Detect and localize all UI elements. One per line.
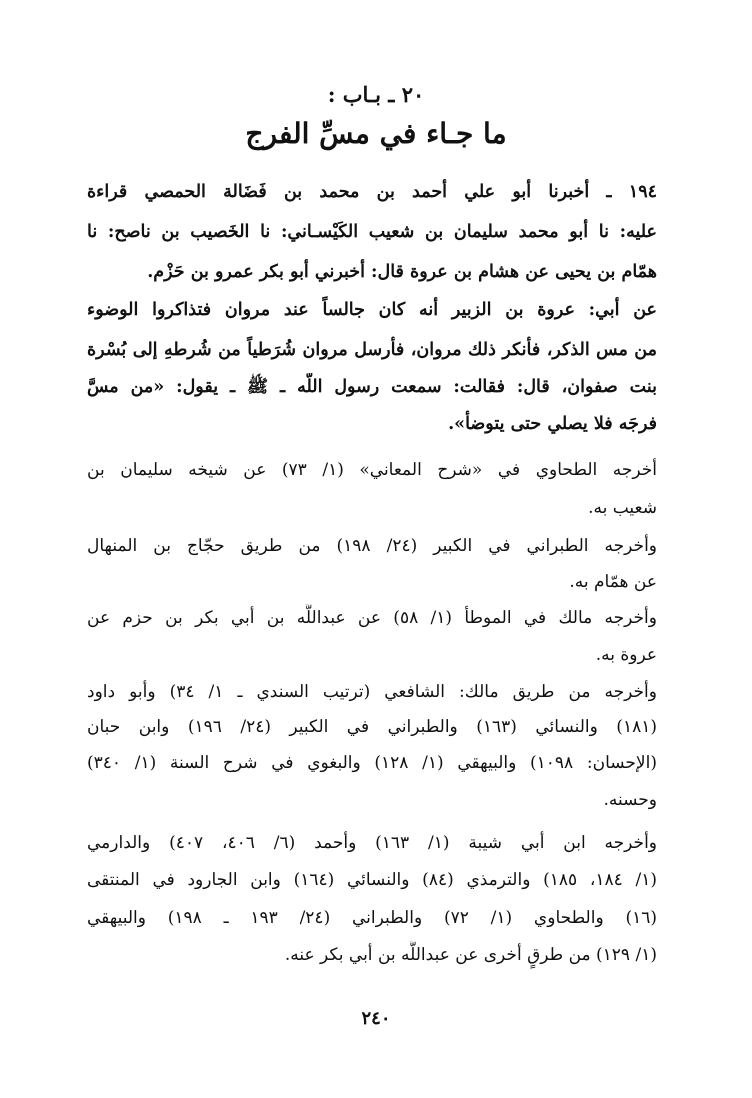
hadith-line: عليه: نا أبو محمد سليمان بن شعيب الكَيْسـاني: نا الخَصيب بن ناصح: نا	[87, 222, 657, 242]
hadith-line: ١٩٤ ـ أخبرنا أبو علي أحمد بن محمد بن فَضَالة الحمصي قراءة	[87, 182, 657, 202]
takhrij-line: وأخرجه الطبراني في الكبير (٢٤/ ١٩٨) من طريق حجّاج بن المنهال	[87, 536, 657, 556]
takhrij-line: عروة به.	[595, 645, 657, 665]
takhrij-line: (١٦) والطحاوي (١/ ٧٢) والطبراني (٢٤/ ١٩٣ ـ ١٩٨) والبيهقي	[87, 908, 657, 928]
hadith-line: همّام بن يحيى عن هشام بن عروة قال: أخبرني أبو بكر عمرو بن حَزْم.	[147, 262, 657, 282]
takhrij-line: (١٨١) والنسائي (١٦٣) والطبراني في الكبير (٢٤/ ١٩٦) وابن حبان	[87, 717, 657, 737]
takhrij-line: وأخرجه ابن أبي شيبة (١/ ١٦٣) وأحمد (٦/ ٤٠٦، ٤٠٧) والدارمي	[87, 833, 657, 853]
chapter-number: ٢٠ ـ بـاب :	[327, 82, 425, 107]
takhrij-line: عن همّام به.	[569, 572, 657, 592]
takhrij-line: أخرجه الطحاوي في «شرح المعاني» (١/ ٧٣) عن شيخه سليمان بن	[87, 460, 657, 480]
hadith-line: عن أبي: عروة بن الزبير أنه كان جالساً عند مروان فتذاكروا الوضوء	[87, 300, 657, 320]
takhrij-line: وحسنه.	[603, 790, 657, 810]
hadith-line: بنت صفوان، قال: فقالت: سمعت رسول اللَّه ـ ﷺ ـ يقول: «من مسَّ	[87, 377, 657, 397]
takhrij-line: وأخرجه من طريق مالك: الشافعي (ترتيب السندي ـ ١/ ٣٤) وأبو داود	[87, 682, 657, 702]
takhrij-line: (١/ ١٢٩) من طرقٍ أخرى عن عبداللَّه بن أبي بكر عنه.	[284, 945, 657, 965]
chapter-title: ما جـاء في مسِّ الفرج	[245, 117, 507, 150]
takhrij-line: (الإحسان: ١٠٩٨) والبيهقي (١/ ١٢٨) والبغوي في شرح السنة (١/ ٣٤٠)	[87, 753, 657, 773]
takhrij-line: وأخرجه مالك في الموطأ (١/ ٥٨) عن عبداللَّه بن أبي بكر بن حزم عن	[87, 608, 657, 628]
takhrij-line: شعيب به.	[588, 498, 657, 518]
page-number: ٢٤٠	[361, 1008, 391, 1029]
hadith-line: فرجَه فلا يصلي حتى يتوضأ».	[448, 414, 657, 434]
hadith-line: من مس الذكر، فأنكر ذلك مروان، فأرسل مروان شُرَطياً من شُرطهِ إلى بُسْرة	[87, 340, 657, 360]
takhrij-line: (١/ ١٨٤، ١٨٥) والترمذي (٨٤) والنسائي (١٦٤) وابن الجارود في المنتقى	[87, 870, 657, 890]
